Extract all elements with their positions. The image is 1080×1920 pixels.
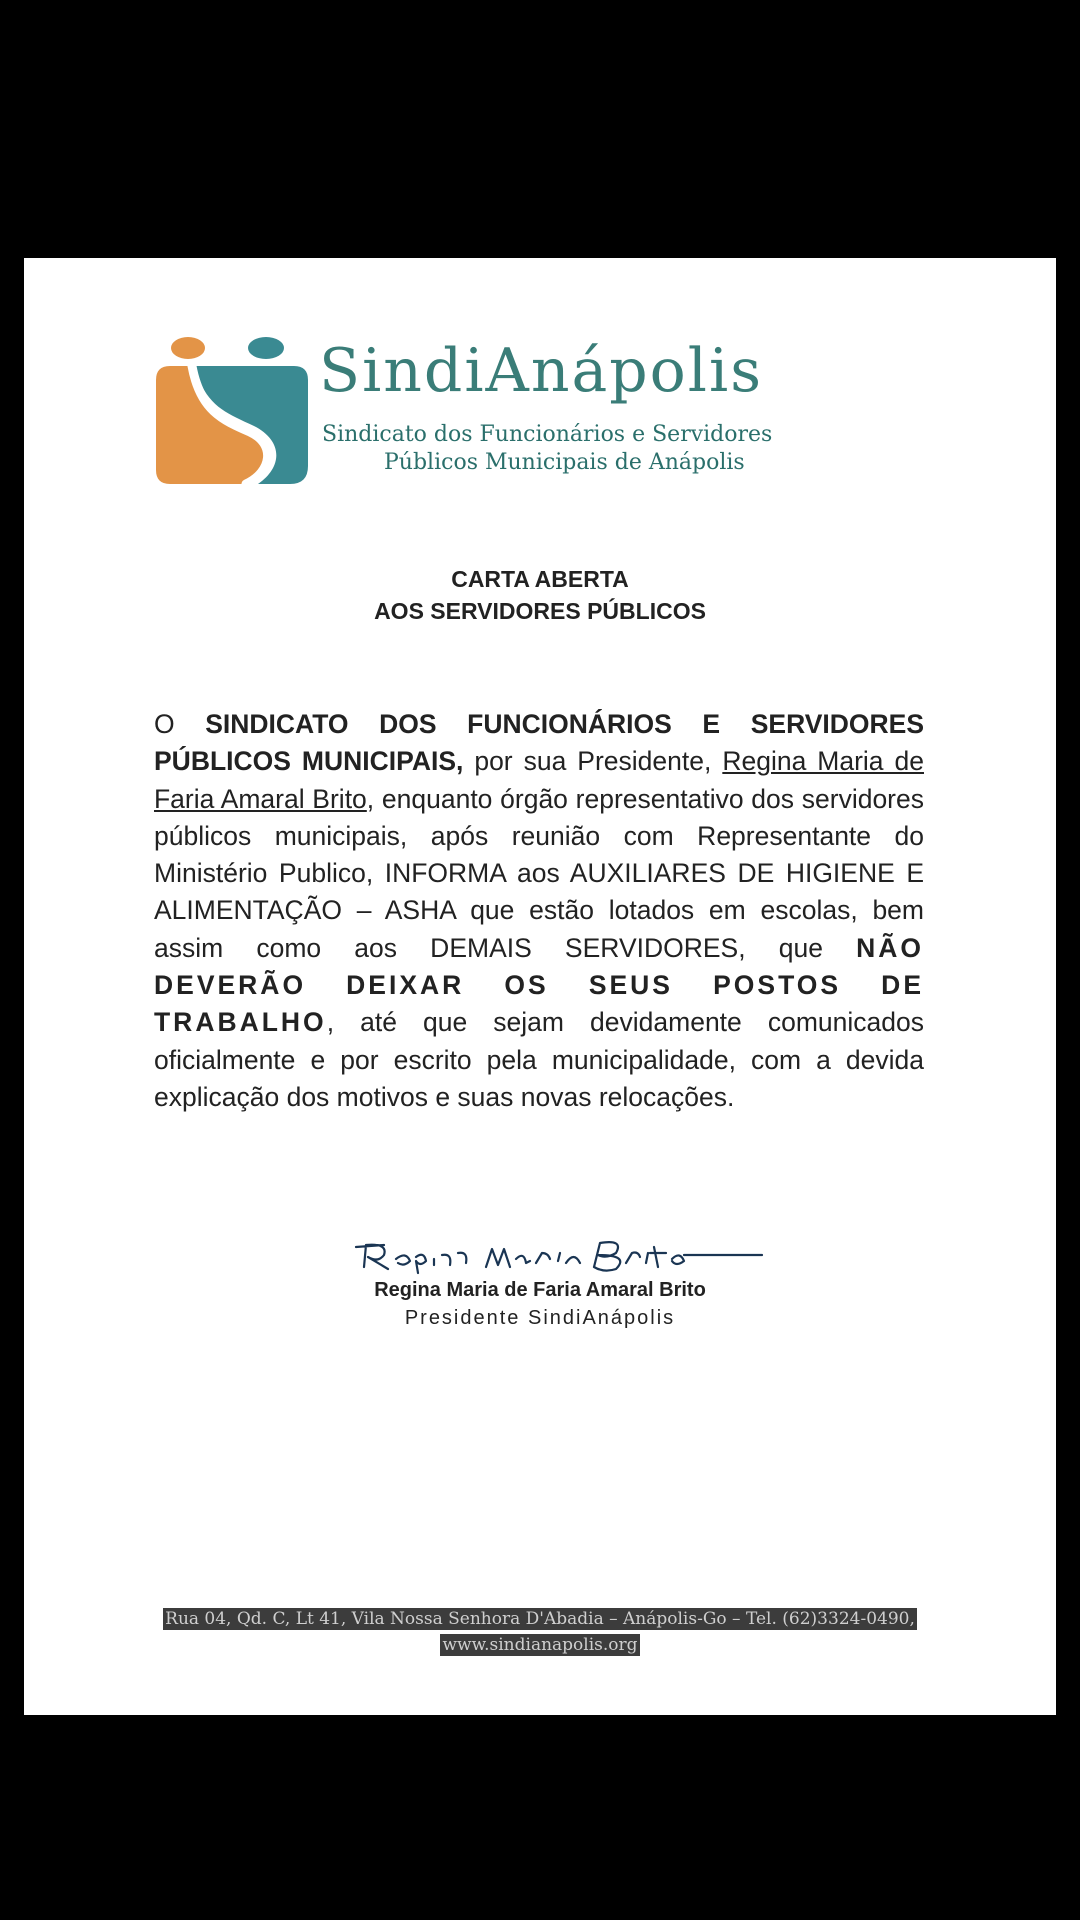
document-page <box>24 258 1056 1715</box>
body-text-segment: por sua Presidente, <box>463 746 723 777</box>
handwritten-signature <box>354 1233 764 1277</box>
signatory-role: Presidente SindiAnápolis <box>404 1307 676 1329</box>
logo-subtitle-line1: Sindicato dos Funcionários e Servidores <box>322 422 773 447</box>
body-union-name: SINDICATO DOS FUNCIONÁRIOS E SERVIDORES PÚBLICOS MUNICIPAIS, <box>154 709 924 777</box>
body-text-segment: O <box>154 709 206 739</box>
letter-title: CARTA ABERTA <box>451 566 629 592</box>
footer-website: www.sindianapolis.org <box>442 1635 638 1655</box>
logo-subtitle-line2: Públicos Municipais de Anápolis <box>384 450 745 475</box>
body-text-segment: , até que sejam devidamente comunicados oficialmente e por escrito pela municipalidade, com a devida explicação dos motivos e suas novas relocações. <box>154 1007 924 1112</box>
signatory-name: Regina Maria de Faria Amaral Brito <box>374 1279 706 1301</box>
sindianapolis-logo <box>154 336 1024 486</box>
footer <box>24 1606 1056 1658</box>
body-emphasis: NÃO DEVERÃO DEIXAR OS SEUS POSTOS DE TRABALHO <box>154 932 924 1038</box>
logo-wordmark: SindiAnápolis <box>319 336 763 406</box>
footer-address: Rua 04, Qd. C, Lt 41, Vila Nossa Senhora D'Abadia – Anápolis-Go – Tel. (62)3324-0490, <box>165 1609 915 1629</box>
sindicate-emblem-icon <box>154 336 310 486</box>
body-text-segment: , enquanto órgão representativo dos servidores públicos municipais, após reunião com Representante do Ministério Publico, INFORMA aos AUXILIARES DE HIGIENE E ALIMENTAÇÃO – ASHA que estão lotados em escolas, bem assim como aos DEMAIS SERVIDORES, que <box>154 783 924 963</box>
letter-body <box>154 706 924 1116</box>
body-president-name: Regina Maria de Faria Amaral Brito <box>154 746 924 814</box>
letter-subtitle: AOS SERVIDORES PÚBLICOS <box>374 598 706 624</box>
